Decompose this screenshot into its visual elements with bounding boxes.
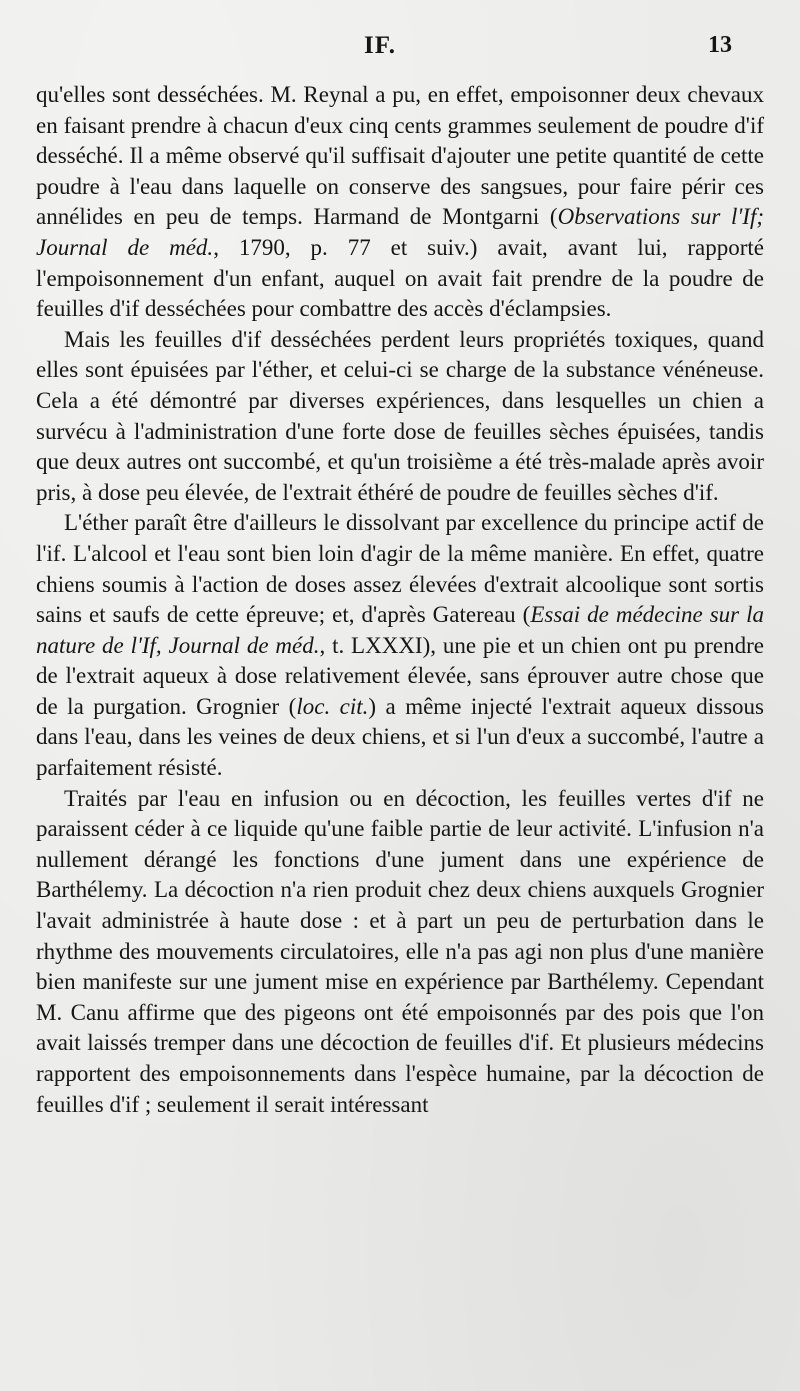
page-header xyxy=(0,28,800,68)
text-run: L'éther paraît être d'ailleurs le dissolvant par excellence du principe actif de l'if. L'alcool et l'eau sont bien loin d'agir de la même manière. En effet, quatre chiens soumis à l'action de doses assez élevées d'extrait alcoolique sont sortis sains et saufs de cette épreuve; et, d'après Gatereau ( xyxy=(36,510,764,628)
paragraph xyxy=(36,80,764,325)
text-run: ) a même injecté l'extrait aqueux dissous dans l'eau, dans les veines de deux chiens, et si l'un d'eux a succombé, l'autre a parfaitement résisté. xyxy=(36,693,764,781)
text-run: Traités par l'eau en infusion ou en décoction, les feuilles vertes d'if ne paraissent céder à ce liquide qu'une faible partie de leur activité. L'infusion n'a nullement dérangé les fonctions d'une jument dans une expérience de Barthélemy. La décoction n'a rien produit chez deux chiens auxquels Grognier l'avait administrée à haute dose : et à part un peu de perturbation dans le rhythme des mouvements circulatoires, elle n'a pas agi non plus d'une manière bien manifeste sur une jument mise en expérience par Barthélemy. Cependant M. Canu affirme que des pigeons ont été empoisonnés par des pois que l'on avait laissés tremper dans une décoction de feuilles d'if. Et plusieurs médecins rapportent des empoisonnements dans l'espèce humaine, par la décoction de feuilles d'if ; seulement il serait intéressant xyxy=(36,785,764,1117)
running-head: IF. xyxy=(364,32,396,59)
paragraph xyxy=(36,325,764,509)
text-run: , 1790, p. 77 et suiv.) avait, avant lui, rapporté l'empoisonnement d'un enfant, auquel on avait fait prendre de la poudre de feuilles d'if desséchées pour combattre des accès d'éclampsies. xyxy=(36,234,765,322)
body-text xyxy=(36,80,764,1120)
italic-citation: loc. cit. xyxy=(296,693,369,719)
text-run: Mais les feuilles d'if desséchées perdent leurs propriétés toxiques, quand elles sont épuisées par l'éther, et celui-ci se charge de la substance vénéneuse. Cela a été démontré par diverses expériences, dans lesquelles un chien a survécu à l'administration d'une forte dose de feuilles sèches épuisées, tandis que deux autres ont succombé, et qu'un troisième a été très-malade après avoir pris, à dose peu élevée, de l'extrait éthéré de poudre de feuilles sèches d'if. xyxy=(36,326,764,505)
paragraph xyxy=(36,508,764,783)
paragraph xyxy=(36,784,764,1121)
text-run: qu'elles sont desséchées. M. Reynal a pu, en effet, empoisonner deux chevaux en faisant prendre à chacun d'eux cinq cents grammes seulement de poudre d'if desséché. Il a même observé qu'il suffisait d'ajouter une petite quantité de cette poudre à l'eau dans laquelle on conserve des sangsues, pour faire périr ces annélides en peu de temps. Harmand de Montgarni ( xyxy=(36,82,764,230)
italic-citation: Observations sur l'If; Journal de méd. xyxy=(36,204,764,260)
text-run: , t. LXXXI), une pie et un chien ont pu prendre de l'extrait aqueux à dose relativement élevée, sans éprouver autre chose que de la purgation. Grognier ( xyxy=(36,632,764,719)
page-number: 13 xyxy=(708,32,732,58)
italic-citation: Essai de médecine sur la nature de l'If, Journal de méd. xyxy=(36,602,764,658)
